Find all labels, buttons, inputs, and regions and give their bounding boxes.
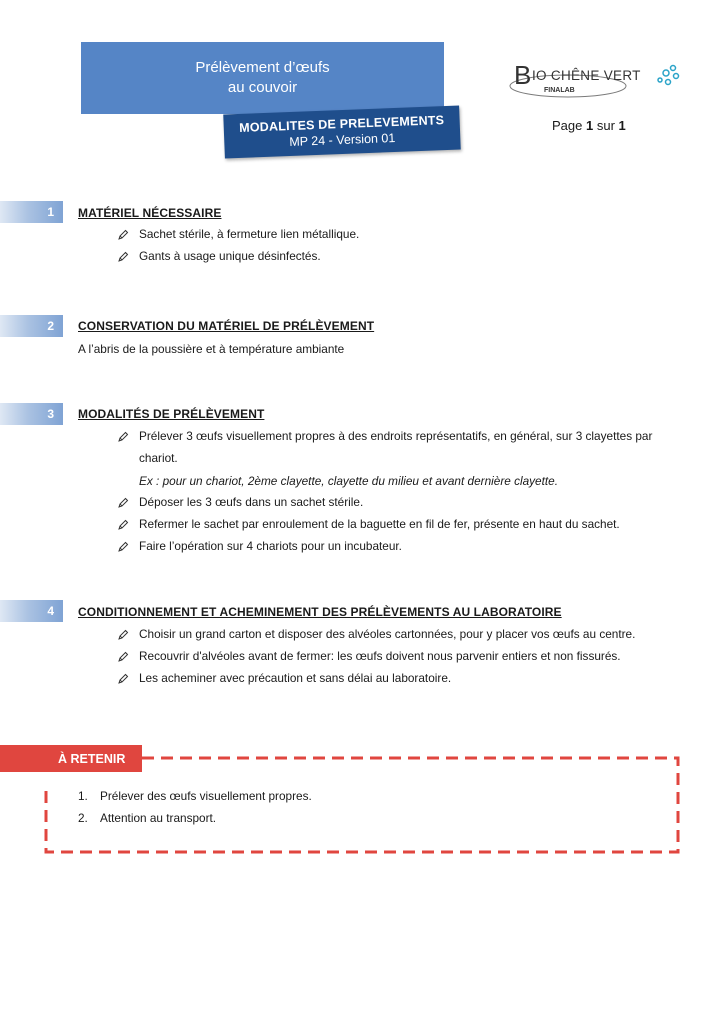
section-2-title: CONSERVATION DU MATÉRIEL DE PRÉLÈVEMENT bbox=[78, 319, 375, 333]
list-item bbox=[117, 623, 687, 645]
pencil-icon bbox=[117, 229, 129, 241]
procedure-banner-title: MODALITES DE PRELEVEMENTS bbox=[238, 113, 445, 135]
retenir-item bbox=[78, 789, 312, 803]
pencil-icon bbox=[117, 629, 129, 641]
biochene-vert-logo bbox=[508, 56, 684, 104]
list-item-text: Faire l’opération sur 4 chariots pour un incubateur. bbox=[139, 539, 402, 553]
retenir-item-number: 2. bbox=[78, 811, 88, 825]
page-current: 1 bbox=[586, 118, 594, 133]
document-title-line2: au couvoir bbox=[227, 79, 298, 96]
logo-letter: B bbox=[514, 60, 532, 90]
section-4-title: CONDITIONNEMENT ET ACHEMINEMENT DES PRÉLÈVEMENTS AU LABORATOIRE bbox=[78, 605, 562, 619]
section-1-number: 1 bbox=[0, 201, 63, 223]
logo-wordmark: IO CHÊNE VERT bbox=[532, 68, 641, 83]
page-prefix: Page bbox=[552, 118, 583, 133]
list-item-text: Choisir un grand carton et disposer des alvéoles cartonnées, pour y placer vos œufs au centre. bbox=[139, 627, 636, 641]
pencil-icon bbox=[117, 541, 129, 553]
list-item bbox=[117, 535, 687, 557]
document-title-line1: Prélèvement d’œufs bbox=[195, 59, 330, 76]
list-item-text: Déposer les 3 œufs dans un sachet stérile. bbox=[139, 495, 364, 509]
section-2-number: 2 bbox=[0, 315, 63, 337]
list-item-text: Gants à usage unique désinfectés. bbox=[139, 249, 321, 263]
list-item bbox=[117, 425, 687, 447]
retenir-item-text: Prélever des œufs visuellement propres. bbox=[100, 789, 312, 803]
section-1-title: MATÉRIEL NÉCESSAIRE bbox=[78, 206, 222, 220]
section-2-text: A l’abris de la poussière et à température ambiante bbox=[78, 342, 345, 356]
pencil-icon bbox=[117, 519, 129, 531]
procedure-banner bbox=[223, 105, 461, 158]
list-item-text: Sachet stérile, à fermeture lien métallique. bbox=[139, 227, 360, 241]
list-item-text: Recouvrir d'alvéoles avant de fermer: les œufs doivent nous parvenir entiers et non fissurés. bbox=[139, 649, 621, 663]
retenir-item-text: Attention au transport. bbox=[100, 811, 217, 825]
retenir-item bbox=[78, 811, 216, 825]
section-3-number: 3 bbox=[0, 403, 63, 425]
procedure-banner-version: MP 24 - Version 01 bbox=[289, 130, 396, 150]
example-text: Ex : pour un chariot, 2ème clayette, clayette du milieu et avant dernière clayette. bbox=[139, 474, 559, 488]
list-item bbox=[117, 223, 687, 245]
list-item-continuation bbox=[117, 447, 687, 469]
logo-subtext: FINALAB bbox=[544, 87, 575, 94]
list-item bbox=[117, 245, 687, 267]
list-item bbox=[117, 667, 687, 689]
pencil-icon bbox=[117, 673, 129, 685]
list-item-text: Refermer le sachet par enroulement de la baguette en fil de fer, présente en haut du sachet. bbox=[139, 517, 620, 531]
list-item-text: chariot. bbox=[139, 451, 178, 465]
page-total: 1 bbox=[618, 118, 626, 133]
pencil-icon bbox=[117, 431, 129, 443]
list-item bbox=[117, 645, 687, 667]
page-number bbox=[552, 118, 626, 133]
pencil-icon bbox=[117, 251, 129, 263]
list-item bbox=[117, 513, 687, 535]
list-item bbox=[117, 491, 687, 513]
list-item-text: Les acheminer avec précaution et sans délai au laboratoire. bbox=[139, 671, 452, 685]
section-4-number: 4 bbox=[0, 600, 63, 622]
list-item-text: Prélever 3 œufs visuellement propres à des endroits représentatifs, en général, sur 3 clayettes par bbox=[139, 429, 653, 443]
document-title-box bbox=[81, 42, 444, 114]
page-separator: sur bbox=[596, 118, 615, 133]
section-3-title: MODALITÉS DE PRÉLÈVEMENT bbox=[78, 407, 265, 421]
retenir-item-number: 1. bbox=[78, 789, 88, 803]
retenir-label: À RETENIR bbox=[0, 745, 142, 772]
pencil-icon bbox=[117, 497, 129, 509]
pencil-icon bbox=[117, 651, 129, 663]
